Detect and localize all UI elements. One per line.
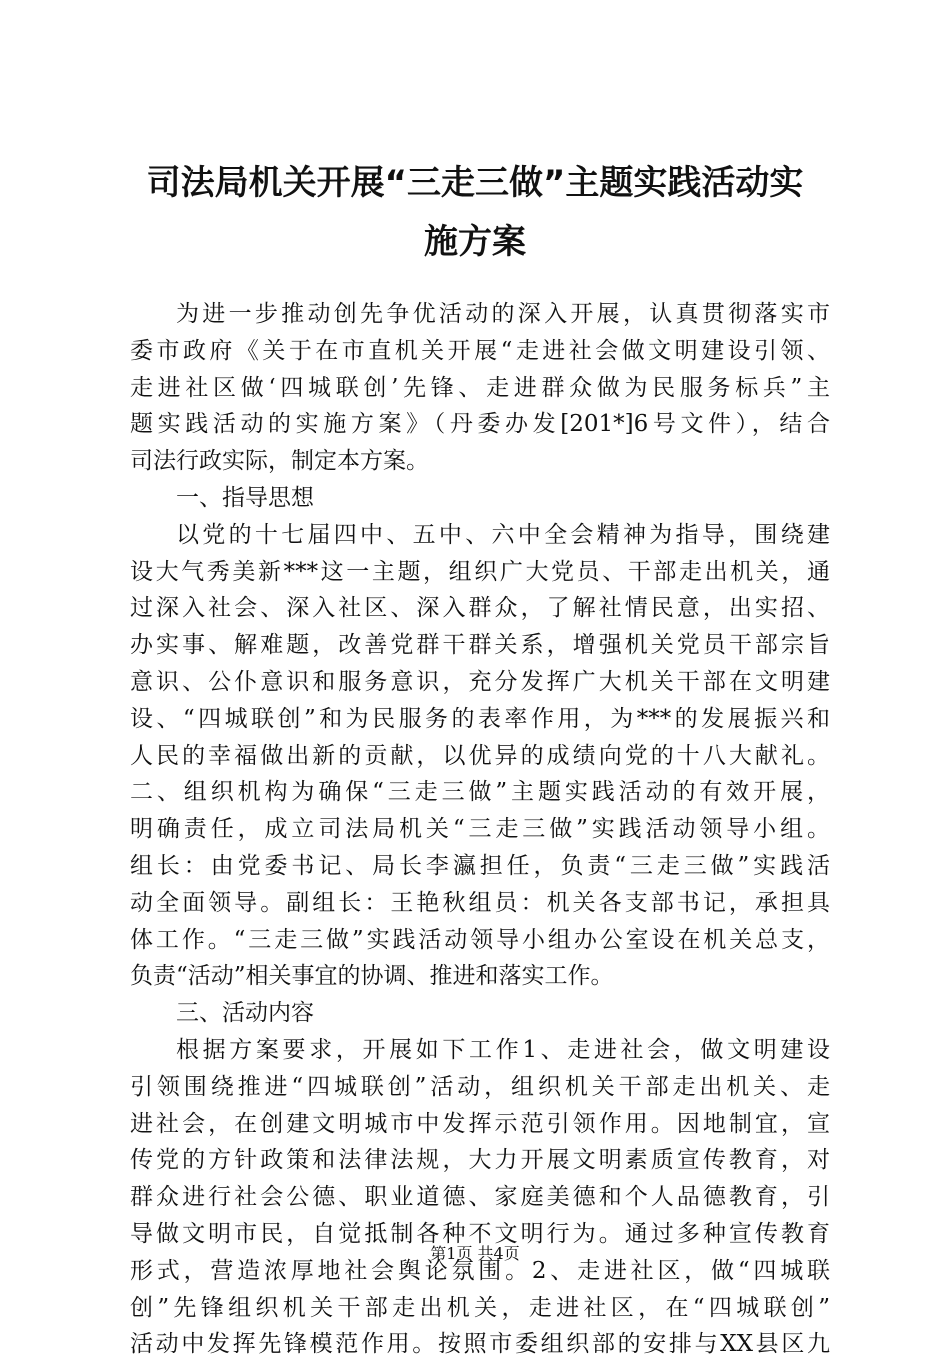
paragraph-line: 办实事、解难题，改善党群干群关系，增强机关党员干部宗旨	[130, 632, 830, 659]
paragraph-line: 传党的方针政策和法律法规，大力开展文明素质宣传教育，对	[130, 1147, 830, 1174]
document-title-line-2: 施方案	[424, 222, 526, 262]
paragraph-line: 根据方案要求，开展如下工作1、走进社会，做文明建设	[176, 1036, 830, 1063]
paragraph-line: 司法行政实际，制定本方案。	[130, 448, 429, 475]
page-number-footer: 第1页 共4页	[430, 1244, 520, 1263]
paragraph-line: 引领围绕推进“四城联创”活动，组织机关干部走出机关、走	[130, 1073, 830, 1100]
paragraph-line: 导做文明市民，自觉抵制各种不文明行为。通过多种宣传教育	[130, 1220, 830, 1247]
section-heading: 一、指导思想	[176, 484, 314, 511]
paragraph-line: 过深入社会、深入社区、深入群众，了解社情民意，出实招、	[130, 595, 830, 622]
paragraph-line: 走进社区做‘四城联创’先锋、走进群众做为民服务标兵”主	[130, 374, 830, 401]
paragraph-line: 群众进行社会公德、职业道德、家庭美德和个人品德教育，引	[130, 1184, 830, 1211]
paragraph-line: 创”先锋组织机关干部走出机关，走进社区，在“四城联创”	[130, 1294, 830, 1321]
paragraph-line: 体工作。“三走三做”实践活动领导小组办公室设在机关总支，	[130, 926, 830, 953]
paragraph-line: 委市政府《关于在市直机关开展“走进社会做文明建设引领、	[130, 337, 830, 364]
document-title-line-1: 司法局机关开展“三走三做”主题实践活动实	[146, 163, 804, 203]
section-heading: 三、活动内容	[176, 1000, 314, 1027]
paragraph-line: 为进一步推动创先争优活动的深入开展，认真贯彻落实市	[176, 301, 830, 327]
paragraph-line: 以党的十七届四中、五中、六中全会精神为指导，围绕建	[176, 521, 830, 548]
paragraph-line: 二、组织机构为确保“三走三做”主题实践活动的有效开展，	[130, 779, 830, 806]
paragraph-line: 动全面领导。副组长：王艳秋组员：机关各支部书记，承担具	[130, 889, 830, 916]
paragraph-line: 设大气秀美新***这一主题，组织广大党员、干部走出机关，通	[130, 558, 830, 585]
paragraph-line: 进社会，在创建文明城市中发挥示范引领作用。因地制宜，宣	[130, 1110, 830, 1137]
paragraph-line: 形式，营造浓厚地社会舆论氛围。2、走进社区，做“四城联	[130, 1257, 830, 1284]
paragraph-line: 意识、公仆意识和服务意识，充分发挥广大机关干部在文明建	[130, 668, 830, 695]
paragraph-line: 活动中发挥先锋模范作用。按照市委组织部的安排与XX县区九	[130, 1331, 830, 1358]
paragraph-line: 负责“活动”相关事宜的协调、推进和落实工作。	[130, 963, 614, 990]
document-body	[130, 296, 830, 1363]
paragraph-line: 人民的幸福做出新的贡献，以优异的成绩向党的十八大献礼。	[130, 742, 830, 769]
paragraph-line: 组长：由党委书记、局长李瀛担任，负责“三走三做”实践活	[130, 852, 830, 879]
paragraph-line: 设、“四城联创”和为民服务的表率作用，为***的发展振兴和	[130, 705, 830, 732]
paragraph-line: 明确责任，成立司法局机关“三走三做”实践活动领导小组。	[130, 816, 830, 843]
paragraph-line: 题实践活动的实施方案》（丹委办发[201*]6号文件），结合	[130, 411, 830, 438]
